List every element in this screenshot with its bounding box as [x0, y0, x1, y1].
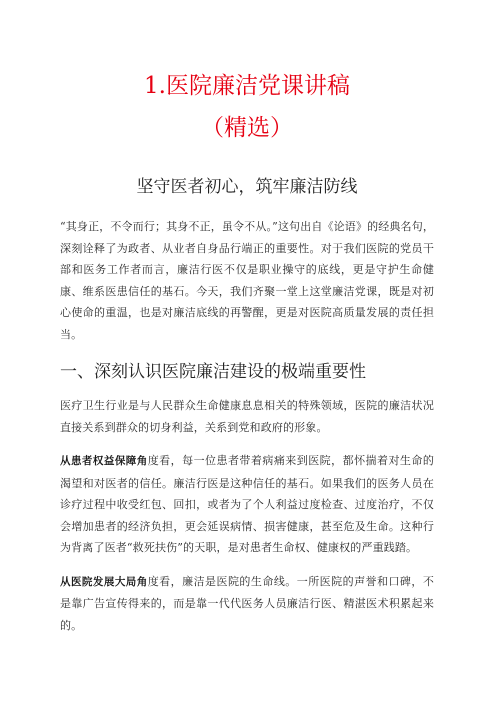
section-heading: 一、深刻认识医院廉洁建设的极端重要性	[60, 362, 366, 382]
section-paragraph-1: 医疗卫生行业是与人民群众生命健康息息相关的特殊领域，医院的廉洁状况直接关系到群众的切身利益，关系到党和政府的形象。	[60, 399, 434, 434]
paragraph-body: 度看，每一位患者带着病痛来到医院，都怀揣着对生命的渴望和对医者的信任。廉洁行医是这种信任的基石。如果我们的医务人员在诊疗过程中收受红包、回扣，或者为了个人利益过度检查、过度治疗，不仅会增加患者的经济负担，更会延误病情、损害健康，甚至危及生命。这种行为背离了医者“救死扶伤”的天职，是对患者生命权、健康权的严重践踏。	[60, 454, 435, 554]
section-paragraph-2	[60, 450, 434, 559]
section-paragraph-3	[60, 571, 434, 637]
speech-title: 坚守医者初心，筑牢廉洁防线	[136, 177, 358, 197]
intro-paragraph: “其身正，不令而行；其身不正，虽令不从。”这句出自《论语》的经典名句，深刻诠释了为政者、从业者自身品行端正的重要性。对于我们医院的党员干部和医务工作者而言，廉洁行医不仅是职业操守的底线，更是守护生命健康、维系医患信任的基石。今天，我们齐聚一堂上这堂廉洁党课，既是对初心使命的重温，也是对廉洁底线的再警醒，更是对医院高质量发展的责任担当。	[60, 220, 434, 341]
paragraph-body: 度看，廉洁是医院的生命线。一所医院的声誉和口碑，不是靠广告宣传得来的，而是靠一代代医务人员廉洁行医、精湛医术积累起来的。	[60, 574, 435, 632]
paragraph-lead-bold: 从医院发展大局角	[60, 575, 148, 588]
paragraph-lead-bold: 从患者权益保障角	[60, 455, 148, 467]
document-subtitle: （精选）	[201, 115, 293, 141]
document-title: 1.医院廉洁党课讲稿	[144, 73, 350, 99]
